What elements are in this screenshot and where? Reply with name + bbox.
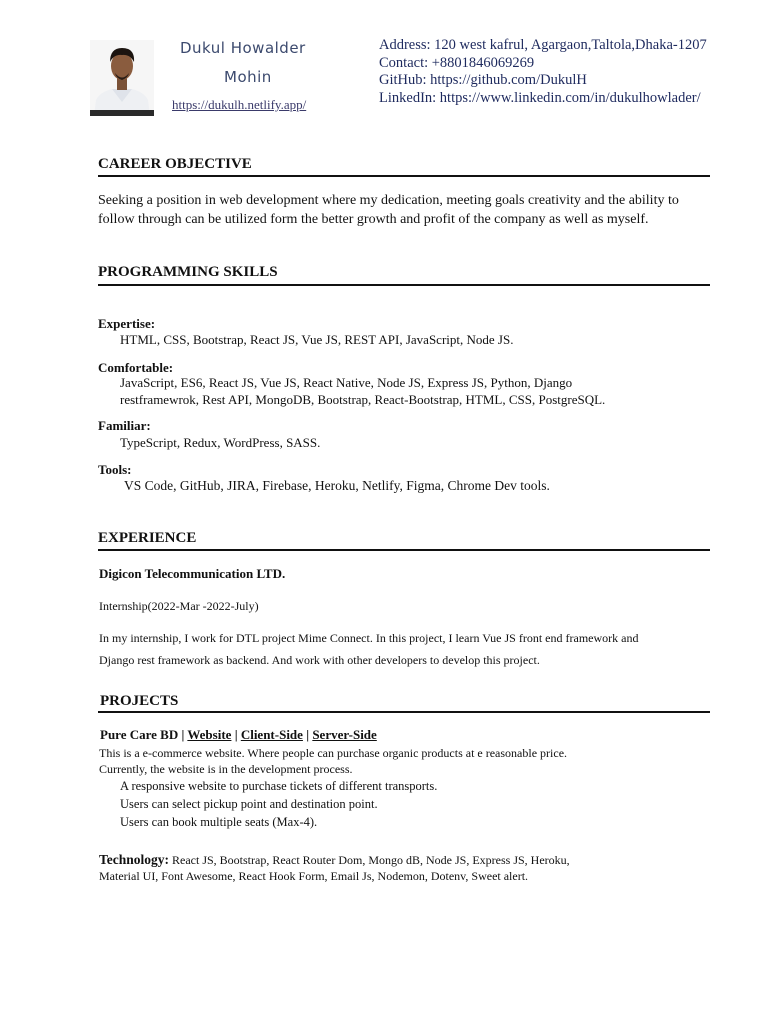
linkedin-link[interactable]: LinkedIn: https://www.linkedin.com/in/dukulhowlader/ — [379, 89, 701, 106]
project-client-link[interactable]: Client-Side — [240, 727, 303, 742]
comfortable-text-line-2: restframewrok, Rest API, MongoDB, Bootstrap, React-Bootstrap, HTML, CSS, PostgreSQL. — [120, 392, 606, 407]
project-name: Pure Care BD — [100, 727, 179, 742]
comfortable-label: Comfortable: — [98, 360, 174, 375]
contact-block — [379, 37, 707, 107]
technology-list-1: React JS, Bootstrap, React Router Dom, Mongo dB, Node JS, Express JS, Heroku, — [172, 853, 570, 867]
separator: | — [234, 727, 238, 742]
name-line-2: Mohin — [224, 68, 272, 86]
career-objective-text: Seeking a position in web development where my dedication, meeting goals creativity and the ability to follow through can be utilized form the better growth and profit of the company as well as myself. — [98, 193, 679, 227]
tools-text: VS Code, GitHub, JIRA, Firebase, Heroku, Netlify, Figma, Chrome Dev tools. — [124, 478, 550, 493]
expertise-text: HTML, CSS, Bootstrap, React JS, Vue JS, REST API, JavaScript, Node JS. — [120, 332, 514, 347]
experience-heading: EXPERIENCE — [98, 530, 197, 546]
project-website-link[interactable]: Website — [187, 727, 232, 742]
separator: | — [306, 727, 310, 742]
project-desc-line-1: This is a e-commerce website. Where people can purchase organic products at e reasonable price. — [99, 746, 568, 760]
career-objective-heading: CAREER OBJECTIVE — [98, 156, 252, 172]
experience-desc-line-2: Django rest framework as backend. And work with other developers to develop this project. — [99, 653, 540, 667]
project-feature-item: Users can book multiple seats (Max-4). — [120, 815, 318, 829]
project-feature-item: Users can select pickup point and destination point. — [120, 797, 378, 811]
github-link[interactable]: GitHub: https://github.com/DukulH — [379, 72, 587, 88]
familiar-text: TypeScript, Redux, WordPress, SASS. — [120, 435, 321, 450]
comfortable-text-line-1: JavaScript, ES6, React JS, Vue JS, React Native, Node JS, Express JS, Python, Django — [120, 375, 573, 390]
technology-line-2: Material UI, Font Awesome, React Hook Form, Email Js, Nodemon, Dotenv, Sweet alert. — [99, 869, 529, 883]
programming-skills-heading: PROGRAMMING SKILLS — [98, 264, 278, 280]
tools-label: Tools: — [98, 462, 132, 477]
section-divider — [98, 284, 710, 286]
separator: | — [181, 727, 185, 742]
section-divider — [98, 711, 710, 713]
experience-desc-line-1: In my internship, I work for DTL project Mime Connect. In this project, I learn Vue JS front end framework and — [99, 631, 639, 645]
expertise-label: Expertise: — [98, 316, 156, 331]
person-photo-icon — [90, 40, 154, 116]
project-desc-line-2: Currently, the website is in the development process. — [99, 762, 353, 776]
profile-photo — [90, 40, 154, 116]
name-line-1: Dukul Howalder — [180, 39, 306, 57]
project-server-link[interactable]: Server-Side — [312, 727, 377, 742]
project-feature-item: A responsive website to purchase tickets of different transports. — [120, 779, 438, 793]
phone-text: Contact: +8801846069269 — [379, 54, 535, 71]
section-divider — [98, 549, 710, 551]
project-title-line — [100, 727, 377, 743]
familiar-label: Familiar: — [98, 418, 151, 433]
internship-duration: Internship(2022-Mar -2022-July) — [99, 599, 259, 613]
company-name: Digicon Telecommunication LTD. — [99, 566, 286, 581]
projects-heading: PROJECTS — [100, 693, 179, 709]
technology-line-1 — [99, 852, 570, 868]
section-divider — [98, 175, 710, 177]
portfolio-link[interactable]: https://dukulh.netlify.app/ — [172, 97, 307, 112]
technology-label: Technology: — [99, 852, 170, 867]
address-text: Address: 120 west kafrul, Agargaon,Taltola,Dhaka-1207 — [379, 37, 707, 53]
